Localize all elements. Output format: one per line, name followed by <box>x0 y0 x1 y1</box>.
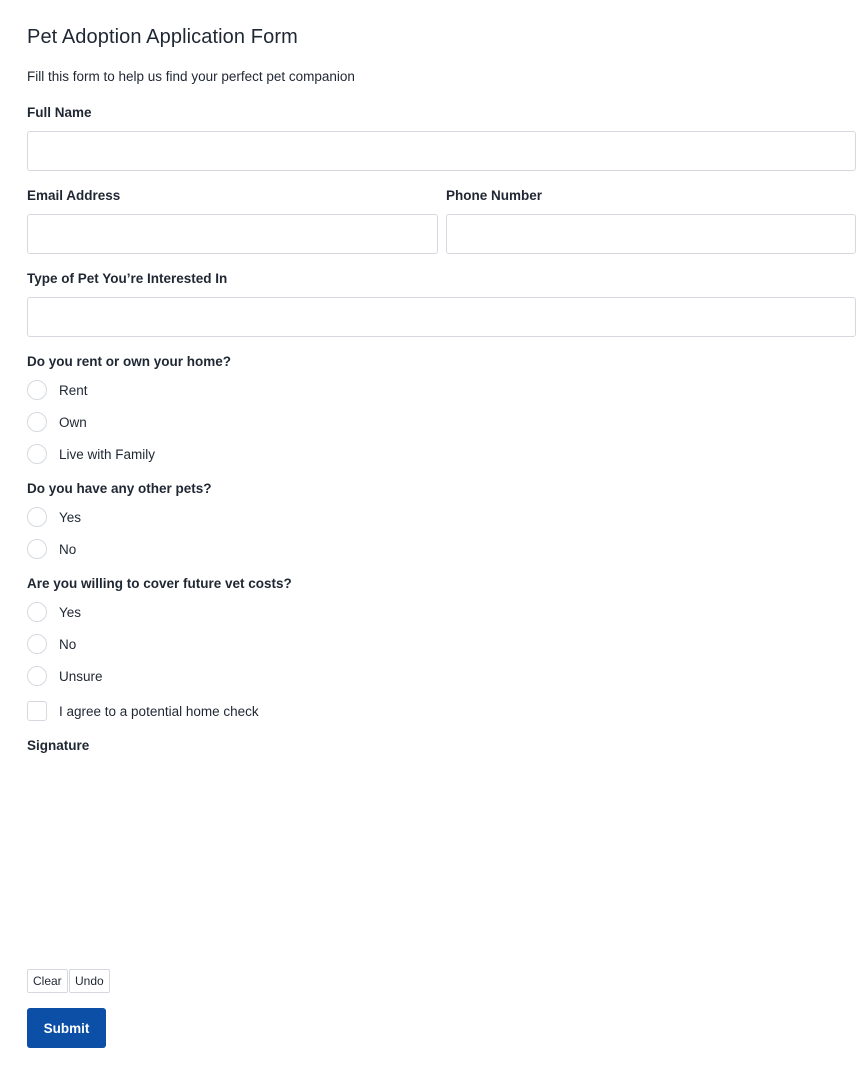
radio-button[interactable] <box>27 507 47 527</box>
home-option-live-with-family[interactable] <box>27 444 155 464</box>
radio-button[interactable] <box>27 539 47 559</box>
other-pets-option-no[interactable] <box>27 539 76 559</box>
home-check-option[interactable] <box>27 701 259 721</box>
radio-button[interactable] <box>27 602 47 622</box>
form-subtitle: Fill this form to help us find your perfect pet companion <box>27 69 355 84</box>
radio-button[interactable] <box>27 412 47 432</box>
home-question-label: Do you rent or own your home? <box>27 354 232 369</box>
pet-type-input[interactable] <box>27 297 856 337</box>
vet-costs-option-no[interactable] <box>27 634 76 654</box>
signature-pad[interactable] <box>27 764 856 960</box>
radio-button[interactable] <box>27 666 47 686</box>
clear-signature-button[interactable]: Clear <box>27 969 68 993</box>
email-input[interactable] <box>27 214 438 254</box>
vet-costs-option-unsure[interactable] <box>27 666 103 686</box>
signature-label: Signature <box>27 738 90 753</box>
option-label: Yes <box>59 604 82 620</box>
option-label: No <box>59 541 77 557</box>
radio-button[interactable] <box>27 380 47 400</box>
home-option-rent[interactable] <box>27 380 88 400</box>
other-pets-question-label: Do you have any other pets? <box>27 481 212 496</box>
option-label: No <box>59 636 77 652</box>
phone-input[interactable] <box>446 214 856 254</box>
pet-type-label: Type of Pet You’re Interested In <box>27 271 228 286</box>
undo-signature-button[interactable]: Undo <box>69 969 110 993</box>
email-label: Email Address <box>27 188 121 203</box>
other-pets-option-yes[interactable] <box>27 507 81 527</box>
vet-costs-option-yes[interactable] <box>27 602 81 622</box>
radio-button[interactable] <box>27 634 47 654</box>
option-label: Live with Family <box>59 446 156 462</box>
full-name-label: Full Name <box>27 105 92 120</box>
home-check-checkbox[interactable] <box>27 701 47 721</box>
home-check-label: I agree to a potential home check <box>59 703 259 719</box>
phone-label: Phone Number <box>446 188 543 203</box>
option-label: Yes <box>59 509 82 525</box>
option-label: Unsure <box>59 668 103 684</box>
vet-costs-question-label: Are you willing to cover future vet costs? <box>27 576 292 591</box>
option-label: Own <box>59 414 87 430</box>
form-title: Pet Adoption Application Form <box>27 26 298 48</box>
radio-button[interactable] <box>27 444 47 464</box>
submit-button[interactable]: Submit <box>27 1008 106 1048</box>
home-option-own[interactable] <box>27 412 87 432</box>
full-name-input[interactable] <box>27 131 856 171</box>
option-label: Rent <box>59 382 88 398</box>
